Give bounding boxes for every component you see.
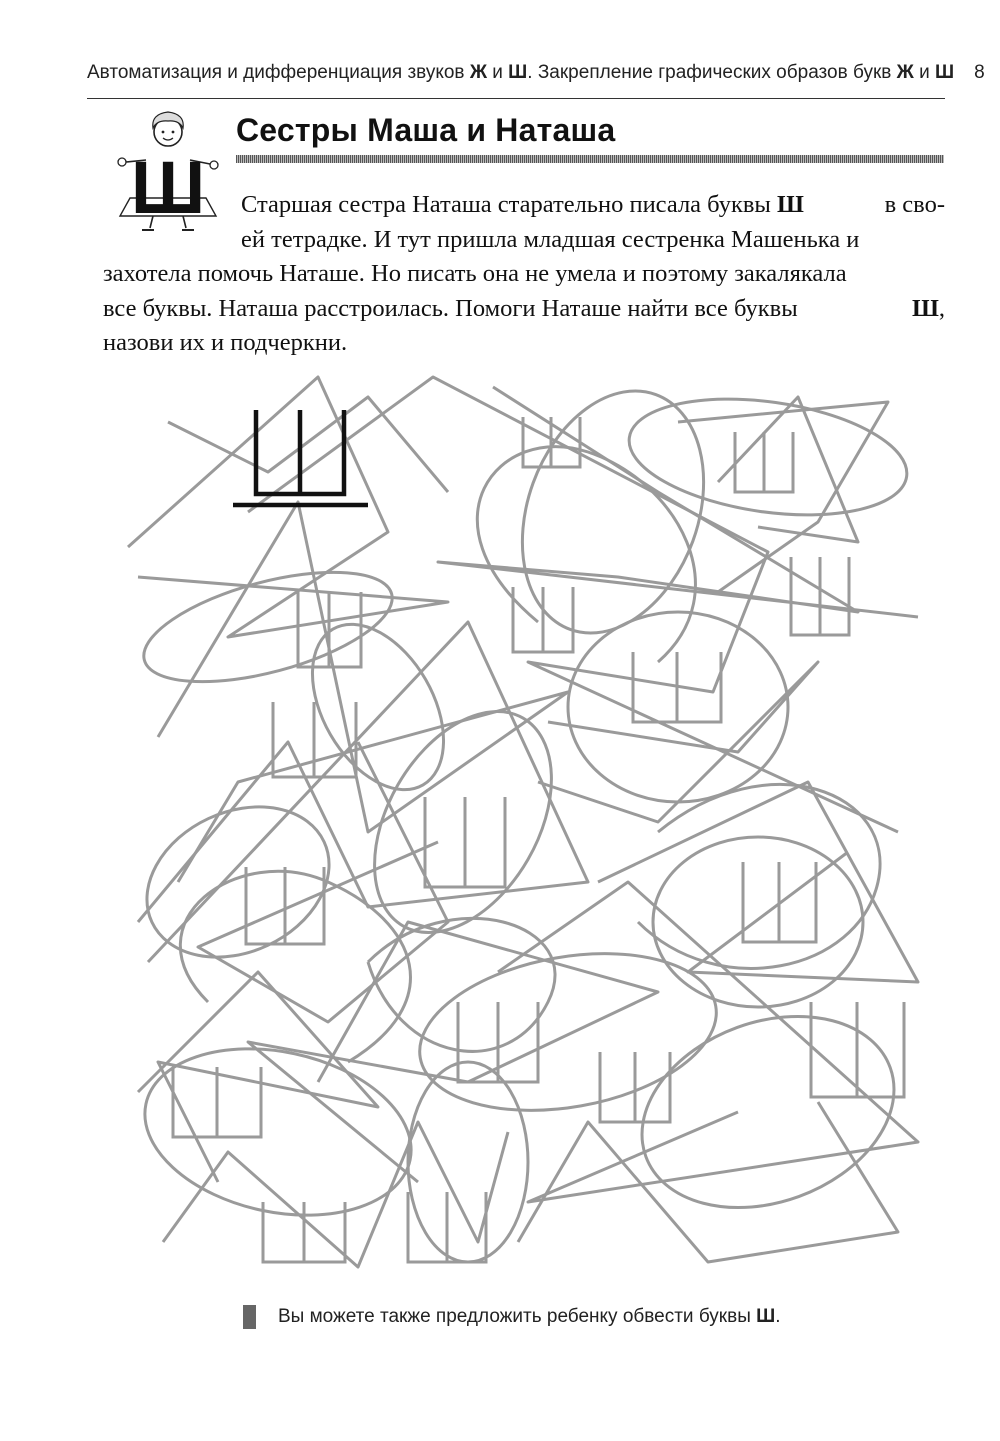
page-title: Сестры Маша и Наташа — [236, 112, 616, 148]
task-line: ей тетрадке. И тут пришла младшая сестренка Машенька и — [241, 225, 860, 253]
task-line: Старшая сестра Наташа старательно писала буквы Ш в сво- — [241, 191, 945, 218]
task-line: назови их и подчеркни. — [103, 329, 348, 356]
running-header — [87, 62, 985, 99]
example-letter — [233, 410, 368, 505]
task-line: захотела помочь Наташе. Но писать она не умела и поэтому закалякала — [103, 260, 847, 287]
note-text: Вы можете также предложить ребенку обвести буквы Ш. — [278, 1306, 781, 1327]
scribble-lines — [128, 377, 918, 1267]
scribble-loops — [122, 365, 921, 1262]
note-marker-icon — [243, 1305, 256, 1329]
teacher-note — [243, 1305, 781, 1329]
page-number: 8 — [974, 62, 985, 83]
header-text: Автоматизация и дифференциация звуков Ж и Ш. Закрепление графических образов букв Ж и Ш — [87, 62, 955, 83]
task-line: все буквы. Наташа расстроилась. Помоги Наташе найти все буквы Ш, — [103, 294, 945, 322]
task-text — [103, 188, 945, 361]
scribble-puzzle-icon — [118, 362, 938, 1274]
title-divider — [236, 155, 944, 163]
mascot-letter: Ш — [130, 146, 206, 229]
